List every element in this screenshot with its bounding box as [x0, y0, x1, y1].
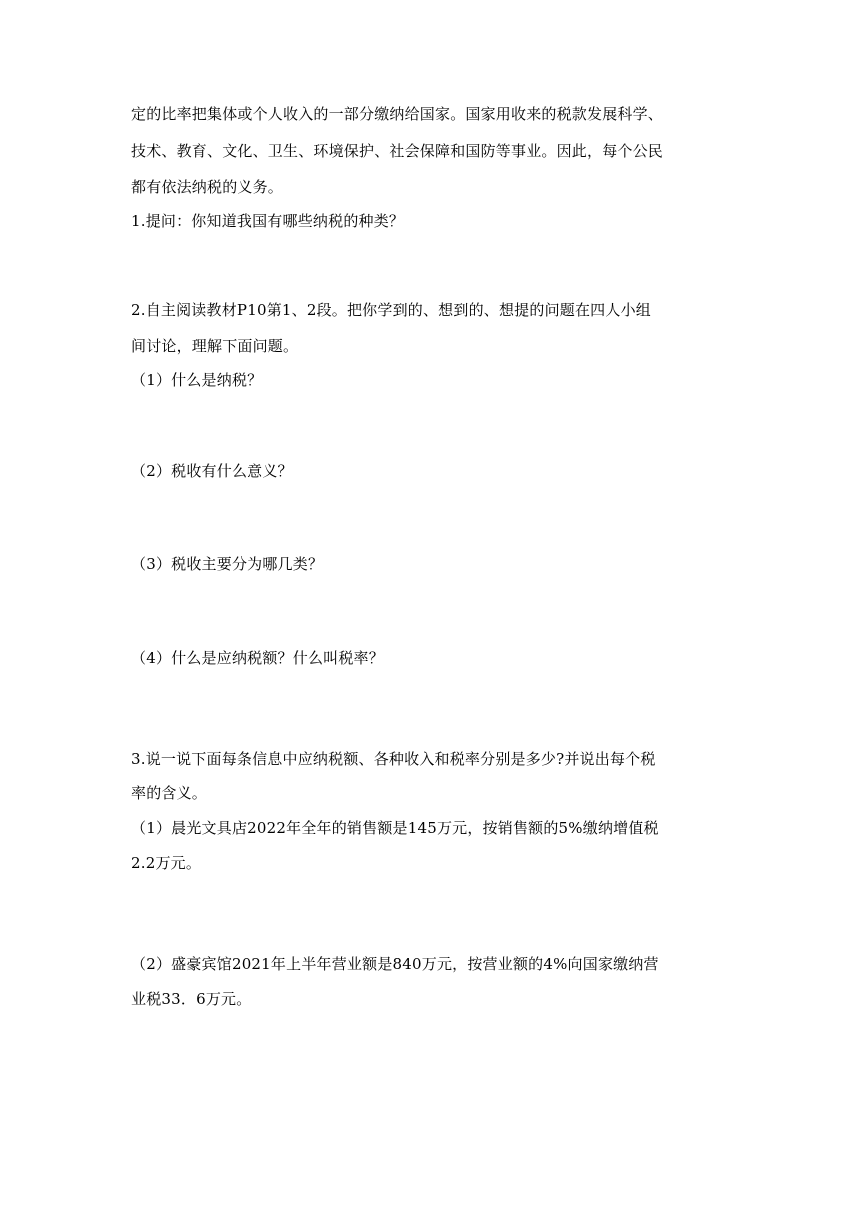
- question-1: 1.提问：你知道我国有哪些纳税的种类？: [131, 212, 405, 230]
- intro-line-3: 都有依法纳税的义务。: [131, 178, 284, 196]
- question-2-item-2: （2）税收有什么意义？: [131, 462, 293, 480]
- intro-line-2: 技术、教育、文化、卫生、环境保护、社会保障和国防等事业。因此，每个公民: [131, 142, 664, 160]
- question-2-item-3: （3）税收主要分为哪几类？: [131, 555, 324, 573]
- question-3-line-2: 率的含义。: [131, 784, 208, 802]
- intro-line-1: 定的比率把集体或个人收入的一部分缴纳给国家。国家用收来的税款发展科学、: [131, 105, 664, 123]
- question-3-item-1-line-1: （1）晨光文具店2022年全年的销售额是145万元，按销售额的5%缴纳增值税: [131, 819, 659, 837]
- question-3-item-2-line-1: （2）盛豪宾馆2021年上半年营业额是840万元，按营业额的4%向国家缴纳营: [131, 955, 659, 973]
- question-3-item-2-line-2: 业税33．6万元。: [131, 990, 252, 1008]
- question-3-line-1: 3.说一说下面每条信息中应纳税额、各种收入和税率分别是多少?并说出每个税: [131, 750, 656, 768]
- question-2-item-4: （4）什么是应纳税额？什么叫税率？: [131, 649, 384, 667]
- question-3-item-1-line-2: 2.2万元。: [131, 854, 202, 872]
- question-2-line-1: 2.自主阅读教材P10第1、2段。把你学到的、想到的、想提的问题在四人小组: [131, 301, 651, 319]
- question-2-line-2: 间讨论，理解下面问题。: [131, 337, 299, 355]
- question-2-item-1: （1）什么是纳税？: [131, 371, 263, 389]
